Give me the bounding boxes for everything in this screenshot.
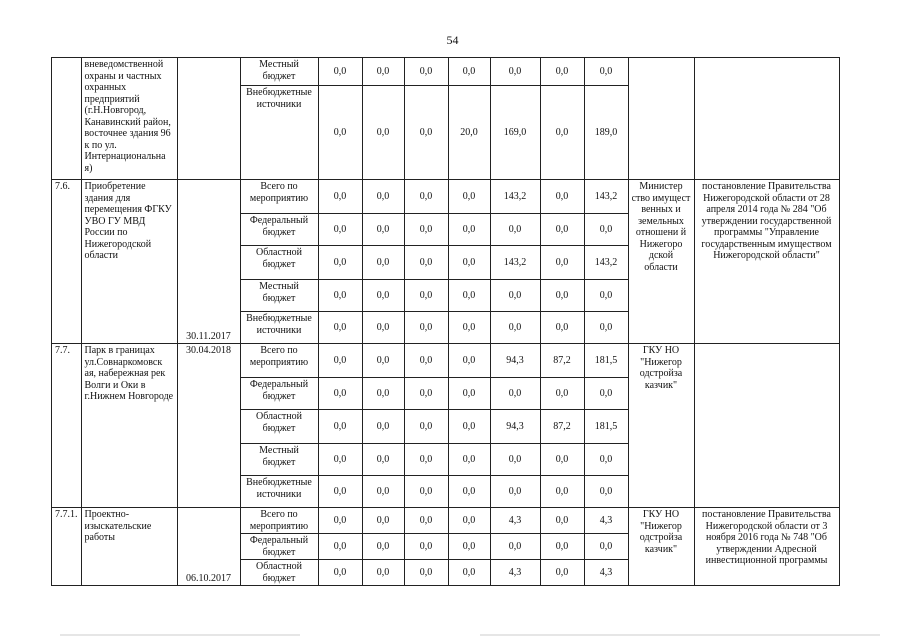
value-cell: 0,0	[318, 86, 362, 180]
value-cell: 0,0	[362, 86, 404, 180]
value-cell: 87,2	[540, 344, 584, 378]
value-cell: 169,0	[490, 86, 540, 180]
value-cell: 0,0	[404, 246, 448, 280]
value-cell: 143,2	[490, 246, 540, 280]
item-name: вневедомственной охраны и частных охранных предприятий (г.Н.Новгород, Канавинский район, восточнее здания 96 к по ул. Интернациональна я)	[81, 58, 177, 180]
value-cell: 4,3	[490, 508, 540, 534]
value-cell: 0,0	[404, 58, 448, 86]
funding-source: Областной бюджет	[240, 410, 318, 444]
value-cell: 143,2	[584, 246, 628, 280]
value-cell: 0,0	[362, 508, 404, 534]
value-cell: 0,0	[540, 378, 584, 410]
funding-source: Внебюджетные источники	[240, 312, 318, 344]
value-cell: 0,0	[318, 508, 362, 534]
value-cell: 0,0	[448, 378, 490, 410]
value-cell: 0,0	[404, 508, 448, 534]
responsible-executor: Министер ство имущест венных и земельных отношени й Нижегоро дской области	[628, 180, 694, 344]
value-cell: 0,0	[448, 534, 490, 560]
funding-source: Областной бюджет	[240, 560, 318, 586]
value-cell: 0,0	[490, 476, 540, 508]
value-cell: 0,0	[362, 534, 404, 560]
funding-source: Местный бюджет	[240, 58, 318, 86]
value-cell: 0,0	[318, 410, 362, 444]
funding-source: Федеральный бюджет	[240, 534, 318, 560]
responsible-executor: ГКУ НО "Нижегор одстройза казчик"	[628, 508, 694, 586]
value-cell: 0,0	[584, 534, 628, 560]
value-cell: 0,0	[318, 560, 362, 586]
value-cell: 94,3	[490, 410, 540, 444]
program-table	[51, 57, 840, 586]
item-name: Приобретение здания для перемещения ФГКУ УВО ГУ МВД России по Нижегородской области	[81, 180, 177, 344]
value-cell: 0,0	[362, 312, 404, 344]
value-cell: 0,0	[362, 560, 404, 586]
value-cell: 0,0	[448, 58, 490, 86]
value-cell: 0,0	[540, 476, 584, 508]
value-cell: 0,0	[318, 180, 362, 214]
value-cell: 0,0	[584, 378, 628, 410]
funding-source: Местный бюджет	[240, 280, 318, 312]
funding-source: Всего по мероприятию	[240, 344, 318, 378]
value-cell: 0,0	[318, 214, 362, 246]
value-cell: 0,0	[448, 344, 490, 378]
value-cell: 0,0	[448, 280, 490, 312]
value-cell: 0,0	[318, 312, 362, 344]
value-cell: 0,0	[362, 214, 404, 246]
value-cell: 0,0	[318, 476, 362, 508]
funding-source: Федеральный бюджет	[240, 378, 318, 410]
item-number	[52, 58, 82, 180]
value-cell: 0,0	[404, 86, 448, 180]
value-cell: 0,0	[404, 410, 448, 444]
legal-document: постановление Правительства Нижегородской области от 28 апреля 2014 года № 284 "Об утверждении государственной программы "Управление государственным имуществом Нижегородской области"	[694, 180, 839, 344]
legal-document	[694, 344, 839, 508]
table-row	[52, 508, 840, 534]
value-cell: 0,0	[540, 560, 584, 586]
table-row	[52, 58, 840, 86]
item-name: Парк в границах ул.Совнаркомовск ая, набережная рек Волги и Оки в г.Нижнем Новгороде	[81, 344, 177, 508]
value-cell: 0,0	[448, 180, 490, 214]
funding-source: Областной бюджет	[240, 246, 318, 280]
value-cell: 0,0	[540, 312, 584, 344]
table-row	[52, 344, 840, 378]
value-cell: 0,0	[448, 476, 490, 508]
table-row	[52, 180, 840, 214]
value-cell: 0,0	[490, 534, 540, 560]
value-cell: 0,0	[362, 444, 404, 476]
funding-source: Всего по мероприятию	[240, 508, 318, 534]
value-cell: 0,0	[490, 58, 540, 86]
value-cell: 0,0	[362, 58, 404, 86]
page-bottom-edge	[0, 630, 905, 640]
value-cell: 0,0	[318, 444, 362, 476]
value-cell: 0,0	[448, 214, 490, 246]
value-cell: 0,0	[362, 476, 404, 508]
value-cell: 0,0	[584, 214, 628, 246]
item-number: 7.7.1.	[52, 508, 82, 586]
value-cell: 0,0	[448, 560, 490, 586]
value-cell: 0,0	[540, 280, 584, 312]
value-cell: 143,2	[490, 180, 540, 214]
value-cell: 0,0	[490, 214, 540, 246]
value-cell: 20,0	[448, 86, 490, 180]
value-cell: 0,0	[584, 476, 628, 508]
value-cell: 0,0	[404, 312, 448, 344]
value-cell: 0,0	[362, 180, 404, 214]
value-cell: 0,0	[318, 378, 362, 410]
value-cell: 0,0	[540, 86, 584, 180]
value-cell: 0,0	[404, 476, 448, 508]
value-cell: 0,0	[448, 444, 490, 476]
value-cell: 0,0	[318, 280, 362, 312]
value-cell: 0,0	[362, 344, 404, 378]
value-cell: 0,0	[362, 280, 404, 312]
value-cell: 0,0	[584, 280, 628, 312]
value-cell: 0,0	[490, 280, 540, 312]
value-cell: 0,0	[318, 534, 362, 560]
item-name: Проектно-изыскательские работы	[81, 508, 177, 586]
item-date: 30.11.2017	[177, 180, 240, 344]
value-cell: 0,0	[584, 312, 628, 344]
item-number: 7.7.	[52, 344, 82, 508]
value-cell: 0,0	[490, 444, 540, 476]
value-cell: 4,3	[584, 560, 628, 586]
value-cell: 0,0	[404, 180, 448, 214]
funding-source: Местный бюджет	[240, 444, 318, 476]
value-cell: 0,0	[540, 58, 584, 86]
value-cell: 0,0	[490, 378, 540, 410]
funding-source: Внебюджетные источники	[240, 86, 318, 180]
value-cell: 143,2	[584, 180, 628, 214]
value-cell: 94,3	[490, 344, 540, 378]
value-cell: 0,0	[540, 534, 584, 560]
responsible-executor: ГКУ НО "Нижегор одстройза казчик"	[628, 344, 694, 508]
responsible-executor	[628, 58, 694, 180]
value-cell: 4,3	[490, 560, 540, 586]
value-cell: 0,0	[404, 444, 448, 476]
value-cell: 0,0	[404, 560, 448, 586]
item-date: 30.04.2018	[177, 344, 240, 508]
value-cell: 0,0	[318, 58, 362, 86]
value-cell: 0,0	[448, 508, 490, 534]
value-cell: 0,0	[540, 508, 584, 534]
value-cell: 0,0	[404, 378, 448, 410]
funding-source: Внебюджетные источники	[240, 476, 318, 508]
value-cell: 0,0	[540, 444, 584, 476]
value-cell: 0,0	[362, 246, 404, 280]
value-cell: 0,0	[584, 444, 628, 476]
legal-document	[694, 58, 839, 180]
value-cell: 0,0	[362, 410, 404, 444]
value-cell: 0,0	[540, 246, 584, 280]
value-cell: 189,0	[584, 86, 628, 180]
item-date: 06.10.2017	[177, 508, 240, 586]
value-cell: 0,0	[448, 410, 490, 444]
value-cell: 0,0	[490, 312, 540, 344]
value-cell: 181,5	[584, 344, 628, 378]
item-number: 7.6.	[52, 180, 82, 344]
value-cell: 0,0	[448, 246, 490, 280]
value-cell: 0,0	[540, 180, 584, 214]
page-number: 54	[446, 33, 459, 47]
value-cell: 0,0	[540, 214, 584, 246]
funding-source: Всего по мероприятию	[240, 180, 318, 214]
value-cell: 0,0	[318, 246, 362, 280]
value-cell: 0,0	[404, 280, 448, 312]
value-cell: 4,3	[584, 508, 628, 534]
value-cell: 0,0	[404, 344, 448, 378]
value-cell: 0,0	[318, 344, 362, 378]
value-cell: 0,0	[362, 378, 404, 410]
value-cell: 0,0	[448, 312, 490, 344]
funding-source: Федеральный бюджет	[240, 214, 318, 246]
value-cell: 0,0	[404, 214, 448, 246]
value-cell: 181,5	[584, 410, 628, 444]
legal-document: постановление Правительства Нижегородской области от 3 ноября 2016 года № 748 "Об утверждении Адресной инвестиционной программы	[694, 508, 839, 586]
value-cell: 0,0	[584, 58, 628, 86]
item-date	[177, 58, 240, 180]
value-cell: 0,0	[404, 534, 448, 560]
value-cell: 87,2	[540, 410, 584, 444]
